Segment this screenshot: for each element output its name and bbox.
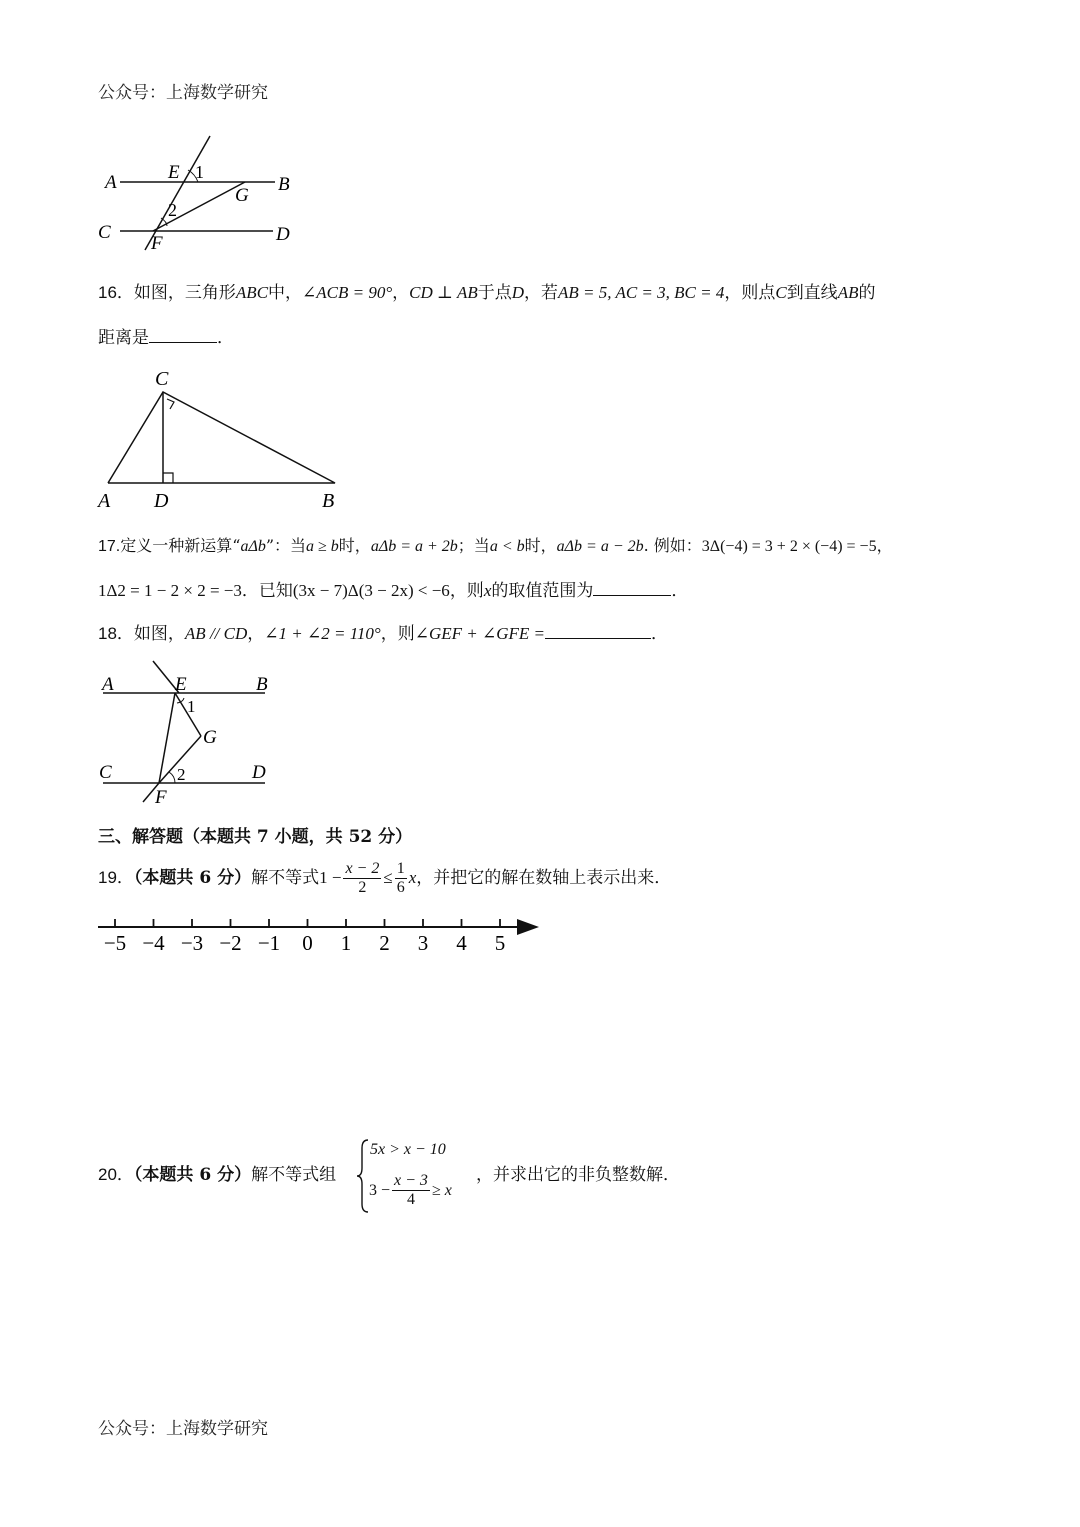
label-a: A — [102, 674, 114, 695]
label-2: 2 — [177, 765, 186, 784]
figure-q15 — [95, 130, 305, 255]
label-d: D — [252, 762, 266, 783]
label-2: 2 — [168, 200, 177, 220]
axis-tick-label: 3 — [417, 931, 429, 955]
label-f: F — [151, 233, 163, 254]
axis-ticks — [104, 919, 505, 955]
question-number: 20． — [98, 1165, 134, 1184]
axis-tick-label: −2 — [219, 931, 242, 955]
answer-blank-16[interactable] — [149, 324, 217, 343]
question-16-line1: 16．如图，三角形ABC中，∠ACB = 90°，CD ⊥ AB于点D，若AB = 5, AC = 3, BC = 4，则点C到直线AB的 — [98, 283, 876, 303]
label-e: E — [175, 674, 187, 695]
figure-q18 — [95, 656, 285, 811]
axis-tick-label: 4 — [456, 931, 467, 955]
axis-tick-label: −5 — [103, 931, 127, 955]
answer-blank-18[interactable] — [545, 620, 651, 639]
axis-tick-label: 1 — [340, 931, 352, 955]
label-g: G — [235, 185, 249, 206]
right-angle-d — [163, 473, 173, 483]
axis-tick-label: 0 — [302, 931, 313, 955]
label-1: 1 — [187, 697, 196, 716]
angle-2-arc — [169, 772, 175, 783]
number-line — [95, 912, 545, 962]
question-number: 18． — [98, 624, 134, 643]
label-b: B — [278, 174, 290, 195]
axis-arrow — [517, 919, 539, 935]
fraction-1-over-6: $\frac{1}{6}$ — [396, 860, 405, 896]
label-c: C — [155, 368, 169, 390]
label-g: G — [203, 727, 217, 748]
axis-tick-label: −4 — [142, 931, 165, 955]
question-19: 19．（本题共 6 分）解不等式1 − $\frac{x - 2}{2}$ ≤ $\frac{1}{6}$ x，并把它的解在数轴上表示出来． — [98, 860, 672, 896]
fraction-x-minus-3-over-4: $\frac{x - 3}{4}$ — [394, 1172, 428, 1208]
question-17-line2: 1Δ2 = 1 − 2 × 2 = −3．已知(3x − 7)Δ(3 − 2x) < −6，则x的取值范围为 ． — [98, 577, 688, 603]
question-18: 18．如图，AB // CD，∠1 + ∠2 = 110°，则∠GEF + ∠GFE = ． — [98, 620, 668, 646]
label-f: F — [155, 787, 167, 808]
question-number: 17. — [98, 538, 121, 555]
answer-blank-17[interactable] — [593, 577, 671, 596]
label-1: 1 — [195, 162, 204, 182]
axis-tick-label: −1 — [257, 931, 281, 955]
inequality-2: 3 − $\frac{x - 3}{4}$ ≥ x — [369, 1172, 452, 1208]
question-number: 16． — [98, 283, 134, 302]
label-a: A — [98, 490, 111, 512]
fraction-x-minus-2-over-2: $\frac{x - 2}{2}$ — [345, 860, 380, 896]
page-header: 公众号：上海数学研究 — [98, 83, 268, 103]
segment-ef — [159, 693, 175, 783]
axis-tick-label: −3 — [180, 931, 204, 955]
question-17-line1: 17.定义一种新运算“aΔb”：当a ≥ b时，aΔb = a + 2b；当a < b时，aΔb = a − 2b. 例如：3Δ(−4) = 3 + 2 × (−4) = −5， — [98, 536, 893, 555]
question-20: 20．（本题共 6 分）解不等式组 5x > x − 10 3 − $\frac{x - 3}{4}$ ≥ x ，并求出它的非负整数解． — [98, 1132, 798, 1222]
right-angle-c — [167, 399, 174, 409]
question-number: 19． — [98, 868, 134, 887]
label-d: D — [276, 224, 290, 245]
label-a: A — [105, 172, 117, 193]
inequality-1: 5x > x − 10 — [370, 1141, 446, 1158]
question-16-line2: 距离是 ． — [98, 324, 234, 350]
label-e: E — [168, 162, 180, 183]
page-footer: 公众号：上海数学研究 — [98, 1419, 268, 1439]
system-brace — [356, 1138, 370, 1214]
axis-tick-label: 5 — [494, 931, 506, 955]
label-b: B — [256, 674, 268, 695]
figure-q16 — [95, 365, 345, 515]
label-c: C — [98, 222, 111, 243]
section-3-title: 三、解答题（本题共 7 小题，共 52 分） — [98, 827, 413, 847]
label-c: C — [99, 762, 112, 783]
label-b: B — [322, 490, 335, 512]
label-d: D — [154, 490, 169, 512]
triangle-abc — [108, 392, 335, 483]
axis-tick-label: 2 — [379, 931, 390, 955]
